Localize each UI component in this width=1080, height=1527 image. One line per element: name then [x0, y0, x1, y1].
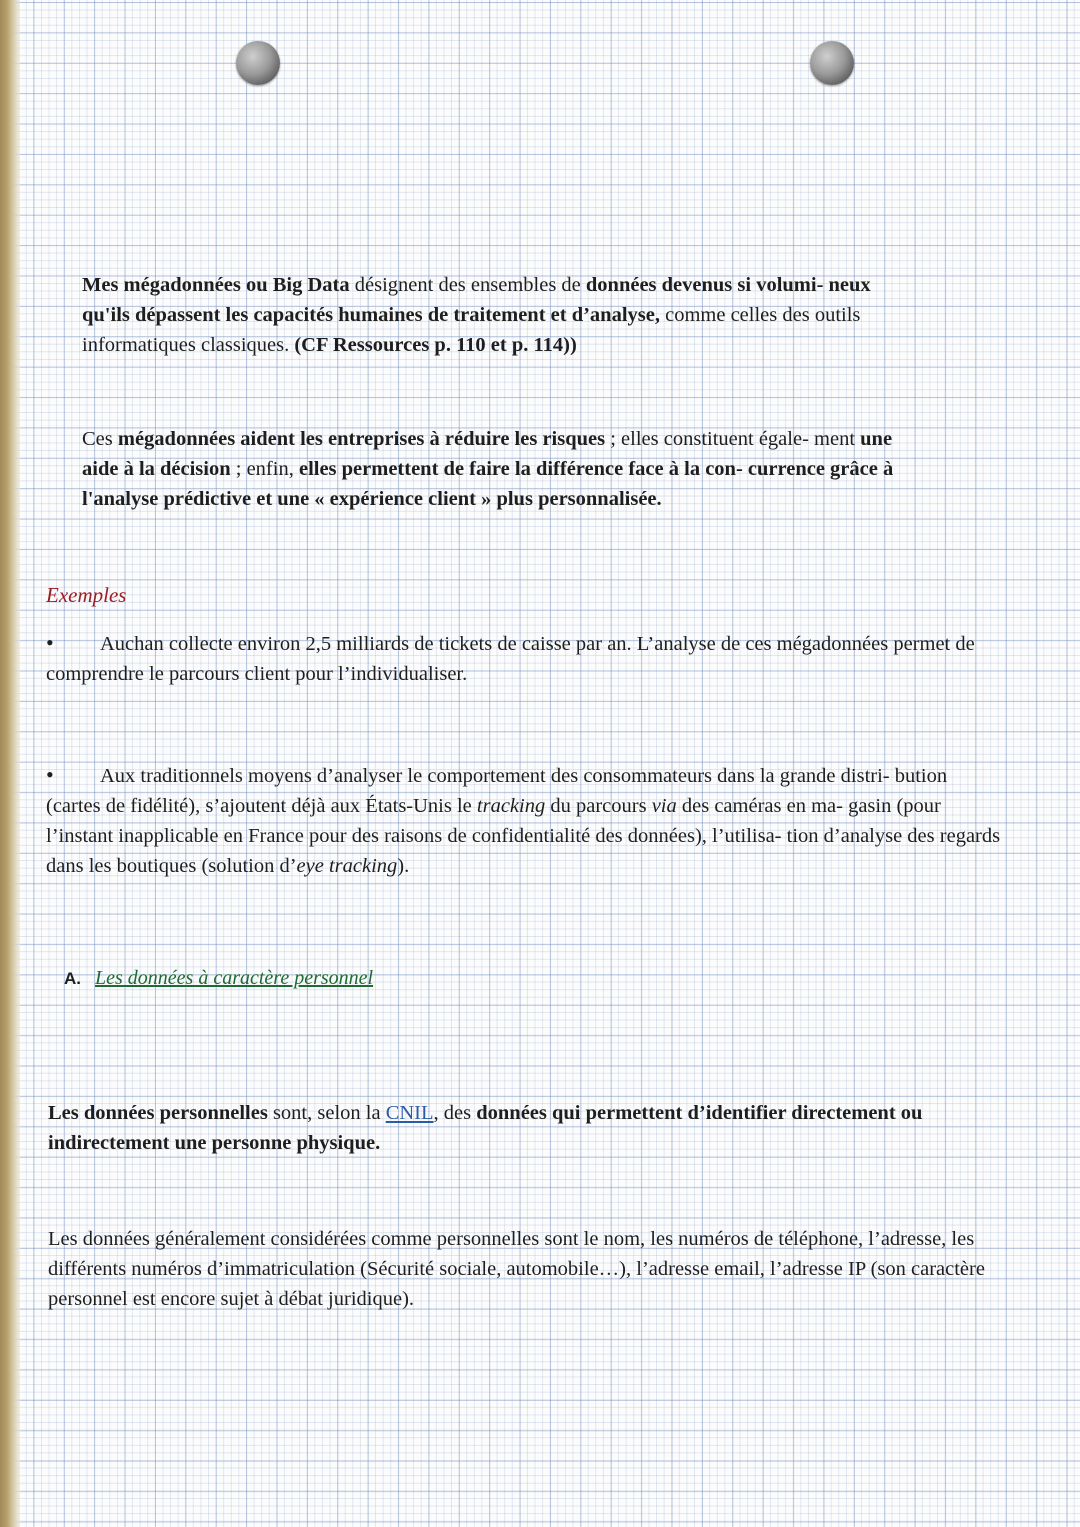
text: , des: [433, 1102, 477, 1124]
section-letter: A.: [64, 969, 81, 988]
paragraph-big-data-benefits: [82, 424, 922, 514]
text: Aux traditionnels moyens d’analyser le comportement des consommateurs dans la grande distri- bution (cartes de fidélité), s’ajoutent déjà aux États-Unis le: [46, 765, 948, 817]
text-italic: tracking: [476, 795, 546, 817]
text-bold: Les données personnelles: [48, 1102, 268, 1124]
text-bold: une aide à la décision: [82, 428, 893, 480]
text: Ces: [82, 428, 118, 450]
paragraph-big-data-definition: [82, 270, 922, 360]
punch-hole-right: [810, 41, 854, 85]
text-italic: eye tracking: [296, 855, 398, 877]
example-item-tracking: [46, 760, 1006, 881]
text: ; elles constituent égale- ment: [605, 428, 861, 450]
example-text: Auchan collecte environ 2,5 milliards de tickets de caisse par an. L’analyse de ces mégadonnées permet de comprendre le parcours client pour l’individualiser.: [46, 633, 975, 685]
text-bold: mégadonnées aident les entreprises à réduire les risques: [117, 428, 606, 450]
bullet-icon: [46, 760, 100, 791]
examples-heading: Exemples: [46, 583, 127, 607]
paragraph-personal-data-definition: [48, 1098, 1008, 1158]
text-italic: via: [651, 795, 677, 817]
text: des caméras en ma- gasin (pour l’instant inapplicable en France pour des raisons de confidentialité des données), l’utilisa- tion d’analyse des regards dans les boutiques (solution d’: [46, 795, 1001, 877]
text-bold: (CF Ressources p. 110 et p. 114)): [294, 334, 577, 356]
text-bold: données qui permettent d’identifier directement ou indirectement une personne physique.: [48, 1102, 923, 1154]
text: ).: [397, 855, 410, 877]
punch-hole-left: [236, 41, 280, 85]
section-title: Les données à caractère personnel: [95, 967, 374, 989]
text: ; enfin,: [230, 458, 299, 480]
bullet-icon: [46, 628, 100, 659]
text: comme celles des outils informatiques classiques.: [82, 304, 861, 356]
example-item-auchan: [46, 628, 1006, 689]
binding-edge: [0, 0, 20, 1527]
cnil-link[interactable]: CNIL: [385, 1102, 434, 1124]
text: sont, selon la: [267, 1102, 386, 1124]
text-bold: données devenus si volumi- neux qu'ils dépassent les capacités humaines de traitement et d’analyse,: [82, 274, 871, 326]
text: du parcours: [545, 795, 652, 817]
paragraph-personal-data-examples: Les données généralement considérées comme personnelles sont le nom, les numéros de téléphone, l’adresse, les différents numéros d’immatriculation (Sécurité sociale, automobile…), l’adresse email, l’adresse IP (son caractère personnel est encore sujet à débat juridique).: [48, 1228, 985, 1310]
section-heading: [64, 963, 373, 994]
text: désignent des ensembles de: [349, 274, 586, 296]
text-bold: elles permettent de faire la différence face à la con- currence grâce à l'analyse prédictive et une « expérience client » plus personnalisée.: [82, 458, 894, 510]
text-bold: Mes mégadonnées ou Big Data: [82, 274, 350, 296]
